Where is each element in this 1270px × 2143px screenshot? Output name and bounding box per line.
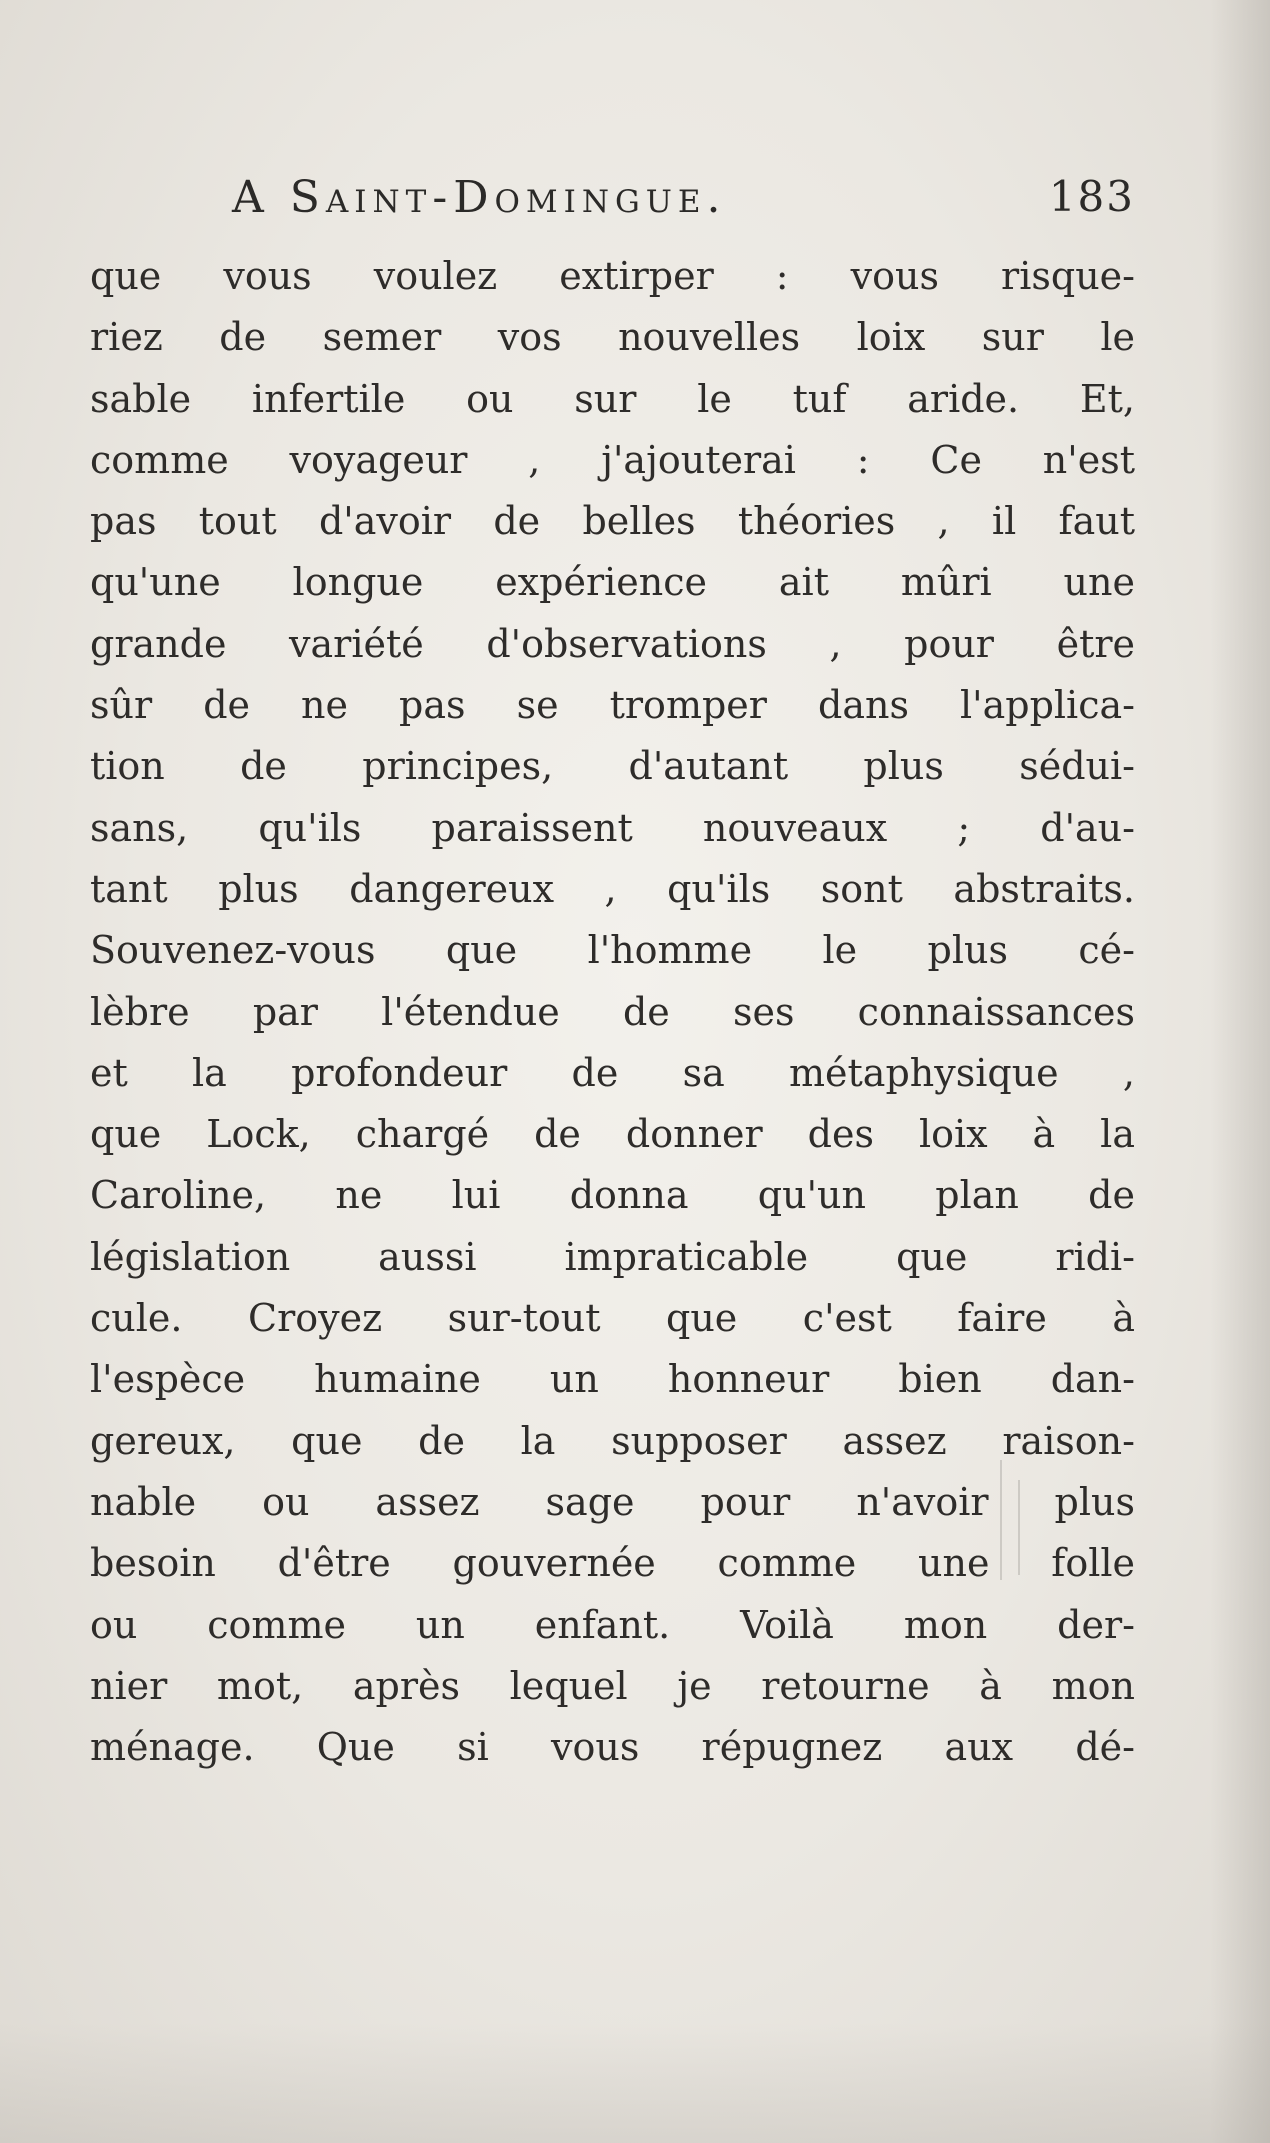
text-line: sable infertile ou sur le tuf aride. Et, [90, 376, 1135, 421]
text-line: gereux, que de la supposer assez raison- [90, 1418, 1135, 1463]
page-number: 183 [1048, 172, 1135, 221]
text-line: que Lock, chargé de donner des loix à la [90, 1112, 1135, 1157]
text-line: riez de semer vos nouvelles loix sur le [90, 315, 1135, 360]
text-line: lèbre par l'étendue de ses connaissances [90, 989, 1135, 1034]
running-header [90, 172, 1135, 232]
text-line: ménage. Que si vous répugnez aux dé- [90, 1725, 1135, 1770]
text-line: Souvenez-vous que l'homme le plus cé- [90, 928, 1135, 973]
text-line: tant plus dangereux , qu'ils sont abstraits. [90, 866, 1135, 911]
text-line: sûr de ne pas se tromper dans l'applica- [90, 683, 1135, 728]
text-line: tion de principes, d'autant plus sédui- [90, 744, 1135, 789]
text-line: Caroline, ne lui donna qu'un plan de [90, 1173, 1135, 1218]
text-line: et la profondeur de sa métaphysique , [90, 1050, 1135, 1095]
text-line: pas tout d'avoir de belles théories , il faut [90, 499, 1135, 544]
text-line: nable ou assez sage pour n'avoir plus [90, 1479, 1135, 1524]
text-line: législation aussi impraticable que ridi- [90, 1234, 1135, 1279]
text-line: l'espèce humaine un honneur bien dan- [90, 1357, 1135, 1402]
body-text [90, 246, 1135, 1778]
text-line: que vous voulez extirper : vous risque- [90, 254, 1135, 298]
running-title: A Saint-Domingue. [232, 172, 727, 223]
text-line: qu'une longue expérience ait mûri une [90, 560, 1135, 605]
page-edge-shadow [1210, 0, 1270, 2143]
text-line: sans, qu'ils paraissent nouveaux ; d'au- [90, 805, 1135, 850]
text-line: grande variété d'observations , pour être [90, 621, 1135, 666]
text-line: cule. Croyez sur-tout que c'est faire à [90, 1296, 1135, 1341]
page-bottom-shadow [0, 2023, 1270, 2143]
text-line: ou comme un enfant. Voilà mon der- [90, 1602, 1135, 1647]
text-line: besoin d'être gouvernée comme une folle [90, 1541, 1135, 1586]
text-line: comme voyageur , j'ajouterai : Ce n'est [90, 437, 1135, 482]
text-line: nier mot, après lequel je retourne à mon [90, 1663, 1135, 1708]
